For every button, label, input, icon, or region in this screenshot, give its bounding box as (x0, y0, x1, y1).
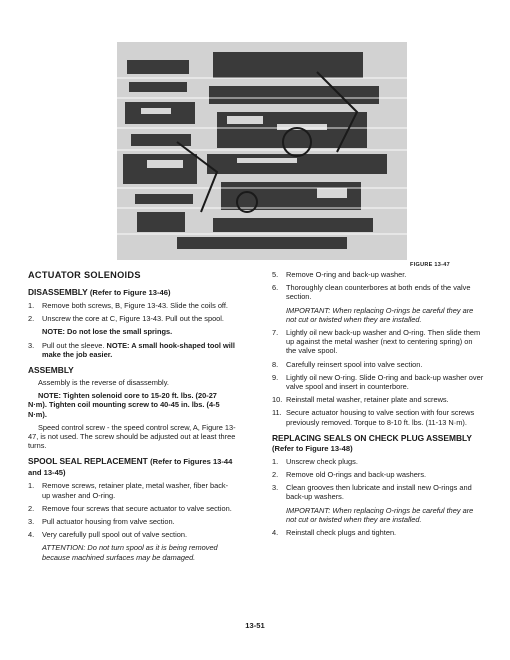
step-number: 6. (272, 283, 279, 293)
list-item (272, 483, 484, 501)
spool-steps (28, 481, 236, 539)
page-number: 13-51 (245, 621, 265, 630)
important-note-2: IMPORTANT: When replacing O-rings be careful they are not cut or twisted when they are installed. (286, 505, 474, 524)
step-number: 9. (272, 372, 279, 382)
step-text-plain: Pull out the sleeve. (42, 340, 107, 350)
step-text: Thoroughly clean counterbores at both ends of the valve section. (286, 283, 471, 302)
step-text: Clean grooves then lubricate and install new O-rings and back-up washers. (286, 483, 472, 502)
step-text: Remove O-ring and back-up washer. (286, 270, 407, 279)
heading-spool-seal (28, 456, 236, 478)
heading-disassembly-label: DISASSEMBLY (28, 287, 88, 297)
list-item (272, 328, 484, 356)
list-item (272, 408, 484, 426)
step-text: Remove old O-rings and back-up washers. (286, 470, 427, 480)
list-item (272, 395, 484, 404)
heading-disassembly (28, 287, 236, 298)
step-text: Remove both screws, B, Figure 13-43. Slide the coils off. (42, 301, 228, 310)
heading-check-plug-label: REPLACING SEALS ON CHECK PLUG ASSEMBLY (272, 432, 472, 443)
step-text: Carefully reinsert spool into valve section. (286, 359, 423, 369)
step-number: 5. (272, 270, 279, 279)
list-item (272, 270, 484, 279)
step-number: 3. (272, 483, 279, 493)
check-plug-steps (272, 457, 484, 502)
step-text: Unscrew the core at C, Figure 13-43. Pull out the spool. (42, 314, 224, 324)
valve-photo-graphic (117, 42, 407, 260)
spool-steps-continued (272, 270, 484, 302)
step-text: Reinstall metal washer, retainer plate and screws. (286, 395, 449, 405)
list-item (272, 373, 484, 391)
attention-note: ATTENTION: Do not turn spool as it is being removed because machined surfaces may be damaged. (42, 543, 218, 562)
disassembly-steps (28, 301, 236, 323)
step-number: 1. (28, 301, 35, 310)
step-text: Pull actuator housing from valve section. (42, 517, 175, 527)
assembly-speed-control: Speed control screw - the speed control screw, A, Figure 13-47, is not used. The screw should be adjusted out at least three turns. (28, 422, 236, 451)
note-small-springs: NOTE: Do not lose the small springs. (42, 327, 173, 337)
step-text: Remove screws, retainer plate, metal washer, fiber back-up washer and O-ring. (42, 481, 229, 500)
heading-disassembly-ref: (Refer to Figure 13-46) (89, 288, 171, 297)
step-number: 3. (28, 517, 35, 527)
section-title-actuator-solenoids: ACTUATOR SOLENOIDS (28, 270, 141, 280)
step-number: 1. (28, 481, 35, 491)
step-text: Lightly oil new O-ring. Slide O-ring and back-up washer over valve spool and insert in counterbore. (286, 372, 484, 392)
step-text (42, 341, 236, 359)
step-number: 4. (272, 528, 279, 538)
assembly-paragraph-1: Assembly is the reverse of disassembly. (38, 378, 169, 388)
step-number: 4. (28, 530, 35, 540)
list-item (272, 360, 484, 369)
step-number: 1. (272, 456, 279, 466)
step-text: Reinstall check plugs and tighten. (286, 528, 397, 538)
step-text: Remove four screws that secure actuator to valve section. (42, 503, 232, 513)
list-item (28, 341, 236, 359)
list-item (272, 470, 484, 479)
list-item (28, 530, 236, 539)
step-number: 10. (272, 395, 283, 405)
list-item (28, 517, 236, 526)
left-column (28, 270, 236, 566)
step-text: Very carefully pull spool out of valve section. (42, 530, 188, 540)
heading-check-plug (272, 433, 484, 454)
step-number: 2. (28, 503, 35, 513)
step-number: 11. (272, 408, 282, 418)
step-text-note: NOTE: A small hook-shaped tool will make the job easier. (42, 340, 235, 359)
step-number: 7. (272, 328, 279, 338)
step-number: 3. (28, 340, 35, 350)
figure-caption: FIGURE 13-47 (410, 262, 450, 268)
step-number: 2. (28, 314, 35, 324)
heading-spool-seal-ref: (Refer to Figures 13-44 and 13-45) (28, 457, 233, 478)
step-number: 2. (272, 470, 279, 480)
assembly-torque-note: NOTE: Tighten solenoid core to 15-20 ft. lbs. (20-27 N·m). Tighten coil mounting screw to 40-45 in. lbs. (4-5 N·m). (28, 391, 220, 419)
list-item (28, 481, 236, 499)
check-plug-steps-2 (272, 528, 484, 537)
step-text: Secure actuator housing to valve section with four screws previously removed. Torque to 8-10 ft. lbs. (11-13 N·m). (286, 408, 475, 427)
heading-assembly: ASSEMBLY (28, 365, 74, 376)
valve-assembly-photo (117, 42, 407, 260)
disassembly-steps-2 (28, 341, 236, 359)
list-item (272, 457, 484, 466)
step-number: 8. (272, 359, 279, 369)
step-text: Unscrew check plugs. (286, 456, 358, 466)
heading-check-plug-ref: (Refer to Figure 13-48) (272, 443, 353, 453)
heading-spool-seal-label: SPOOL SEAL REPLACEMENT (28, 456, 148, 467)
list-item (272, 528, 484, 537)
right-column (272, 270, 484, 541)
spool-steps-continued-2 (272, 328, 484, 427)
list-item (28, 314, 236, 323)
list-item (28, 301, 236, 310)
step-text: Lightly oil new back-up washer and O-ring. Then slide them up against the metal washer (next to centering spring) on the valve spool. (286, 328, 481, 356)
important-note-1: IMPORTANT: When replacing O-rings be careful they are not cut or twisted when they are installed. (286, 305, 474, 324)
list-item (272, 283, 484, 301)
list-item (28, 504, 236, 513)
